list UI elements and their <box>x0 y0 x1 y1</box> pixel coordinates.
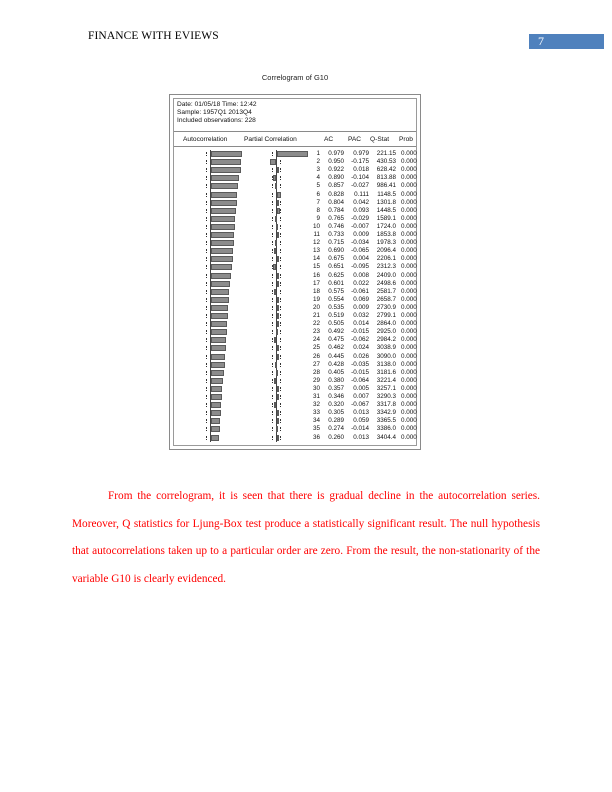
lag-value: 35 <box>312 425 320 433</box>
prob-value: 0.000 <box>401 417 417 425</box>
pac-value: 0.111 <box>354 190 369 198</box>
pac-value: -0.067 <box>351 401 369 409</box>
header-prob: Prob <box>399 136 413 143</box>
prob-value: 0.000 <box>401 312 417 319</box>
pac-value: -0.034 <box>351 239 369 247</box>
lag-value: 27 <box>312 360 320 368</box>
prob-value: 0.000 <box>401 214 417 222</box>
table-row <box>174 377 418 385</box>
pac-value: -0.015 <box>351 328 369 336</box>
table-row <box>174 336 418 344</box>
prob-value: 0.000 <box>401 376 417 384</box>
table-row <box>174 353 418 361</box>
table-row <box>174 369 418 377</box>
qstat-value: 2409.0 <box>376 271 396 279</box>
lag-value: 32 <box>312 401 320 409</box>
qstat-value: 3365.5 <box>376 417 396 425</box>
lag-value: 28 <box>312 368 320 376</box>
prob-value: 0.000 <box>401 255 417 263</box>
table-row <box>174 320 418 328</box>
lag-value: 30 <box>312 384 320 392</box>
table-row <box>174 361 418 369</box>
qstat-value: 2984.2 <box>376 336 396 344</box>
qstat-value: 1589.1 <box>376 214 396 222</box>
page-number: 7 <box>529 34 604 49</box>
table-row <box>174 239 418 247</box>
pac-value: 0.069 <box>353 295 369 303</box>
prob-value: 0.000 <box>401 303 417 311</box>
qstat-value: 3257.1 <box>376 384 396 392</box>
lag-value: 18 <box>312 287 320 295</box>
qstat-value: 2658.7 <box>376 295 396 303</box>
ac-value: 0.445 <box>328 352 344 360</box>
ac-value: 0.274 <box>328 425 344 433</box>
pac-value: 0.022 <box>353 279 369 287</box>
date-line: Date: 01/05/18 Time: 12:42 <box>177 101 257 108</box>
ac-value: 0.690 <box>328 247 344 255</box>
qstat-value: 3221.4 <box>376 376 396 384</box>
ac-value: 0.554 <box>328 295 344 303</box>
prob-value: 0.000 <box>401 320 417 328</box>
header-partial-correlation: Partial Correlation <box>244 136 297 143</box>
body-paragraph: From the correlogram, it is seen that there is gradual decline in the autocorrelation series. Moreover, Q statistics for Ljung-Box test produce a statistically significant result. The null hypothesis that autocorrelations taken up to a particular order are zero. From the result, the non-stationarity of the variable G10 is clearly evidenced. <box>72 490 540 585</box>
lag-value: 16 <box>312 271 320 279</box>
prob-value: 0.000 <box>401 368 417 376</box>
pac-value: 0.005 <box>353 384 369 392</box>
table-row <box>174 296 418 304</box>
ac-value: 0.357 <box>328 384 344 392</box>
table-row <box>174 401 418 409</box>
correlogram-frame <box>173 98 417 446</box>
table-row <box>174 328 418 336</box>
lag-value: 31 <box>312 393 320 400</box>
ac-value: 0.320 <box>328 401 344 409</box>
qstat-value: 1724.0 <box>376 222 396 230</box>
lag-value: 19 <box>312 295 320 303</box>
table-row <box>174 215 418 223</box>
table-row <box>174 191 418 199</box>
pac-value: 0.009 <box>353 303 369 311</box>
prob-value: 0.000 <box>401 287 417 295</box>
pac-value: 0.979 <box>353 150 369 157</box>
lag-value: 8 <box>316 206 320 214</box>
lag-value: 22 <box>312 320 320 328</box>
qstat-value: 3404.4 <box>376 433 396 441</box>
pac-value: 0.059 <box>353 417 369 425</box>
prob-value: 0.000 <box>401 409 417 417</box>
lag-value: 17 <box>312 279 320 287</box>
pac-value: -0.035 <box>351 360 369 368</box>
table-row <box>174 344 418 352</box>
pac-value: -0.064 <box>351 376 369 384</box>
prob-value: 0.000 <box>401 182 417 190</box>
lag-value: 25 <box>312 344 320 352</box>
pac-value: 0.008 <box>353 271 369 279</box>
header-ac: AC <box>324 136 334 143</box>
qstat-value: 3181.6 <box>376 368 396 376</box>
qstat-value: 430.53 <box>376 158 396 166</box>
prob-value: 0.000 <box>401 190 417 198</box>
pac-value: -0.065 <box>351 247 369 255</box>
prob-value: 0.000 <box>401 295 417 303</box>
prob-value: 0.000 <box>401 222 417 230</box>
prob-value: 0.000 <box>401 206 417 214</box>
prob-value: 0.000 <box>401 158 417 166</box>
ac-value: 0.979 <box>328 150 344 157</box>
lag-value: 13 <box>312 247 320 255</box>
prob-value: 0.000 <box>401 360 417 368</box>
ac-value: 0.475 <box>328 336 344 344</box>
lag-value: 36 <box>312 433 320 441</box>
qstat-value: 986.41 <box>376 182 396 190</box>
qstat-value: 628.42 <box>376 166 396 174</box>
table-row <box>174 304 418 312</box>
lag-value: 11 <box>313 231 320 238</box>
pac-value: 0.007 <box>353 393 369 400</box>
pac-value: -0.104 <box>351 174 369 182</box>
qstat-value: 2864.0 <box>376 320 396 328</box>
lag-value: 26 <box>312 352 320 360</box>
ac-value: 0.405 <box>328 368 344 376</box>
table-row <box>174 182 418 190</box>
ac-value: 0.346 <box>328 393 344 400</box>
ac-value: 0.804 <box>328 198 344 206</box>
lag-value: 29 <box>312 376 320 384</box>
table-row <box>174 255 418 263</box>
lag-value: 34 <box>312 417 320 425</box>
ac-value: 0.922 <box>328 166 344 174</box>
qstat-value: 3317.8 <box>376 401 396 409</box>
ac-value: 0.462 <box>328 344 344 352</box>
table-row <box>174 385 418 393</box>
pac-value: -0.015 <box>351 368 369 376</box>
separator <box>174 146 416 147</box>
prob-value: 0.000 <box>401 174 417 182</box>
observations-line: Included observations: 228 <box>177 117 256 124</box>
pac-value: 0.013 <box>353 409 369 417</box>
pac-value: -0.029 <box>351 214 369 222</box>
table-row <box>174 231 418 239</box>
ac-value: 0.733 <box>328 231 344 238</box>
ac-value: 0.857 <box>328 182 344 190</box>
table-row <box>174 174 418 182</box>
prob-value: 0.000 <box>401 150 417 157</box>
correlogram-body <box>174 150 418 444</box>
lag-value: 20 <box>312 303 320 311</box>
pac-value: 0.009 <box>353 231 369 238</box>
pac-value: -0.175 <box>351 158 369 166</box>
table-row <box>174 223 418 231</box>
header-pac: PAC <box>348 136 362 143</box>
ac-value: 0.289 <box>328 417 344 425</box>
prob-value: 0.000 <box>401 271 417 279</box>
qstat-value: 3090.0 <box>376 352 396 360</box>
prob-value: 0.000 <box>401 231 417 238</box>
qstat-value: 1448.5 <box>376 206 396 214</box>
lag-value: 3 <box>316 166 320 174</box>
pac-value: -0.027 <box>351 182 369 190</box>
prob-value: 0.000 <box>401 344 417 352</box>
qstat-value: 3138.0 <box>376 360 396 368</box>
qstat-value: 3290.3 <box>376 393 396 400</box>
qstat-value: 1301.8 <box>376 198 396 206</box>
prob-value: 0.000 <box>401 166 417 174</box>
running-header: FINANCE WITH EVIEWS <box>88 30 219 42</box>
figure-title: Correlogram of G10 <box>261 73 329 82</box>
lag-value: 9 <box>316 214 320 222</box>
pac-value: -0.007 <box>351 222 369 230</box>
qstat-value: 221.15 <box>376 150 396 157</box>
ac-value: 0.601 <box>328 279 344 287</box>
prob-value: 0.000 <box>401 247 417 255</box>
prob-value: 0.000 <box>401 433 417 441</box>
qstat-value: 2799.1 <box>376 312 396 319</box>
lag-value: 14 <box>312 255 320 263</box>
ac-value: 0.260 <box>328 433 344 441</box>
pac-value: 0.013 <box>353 433 369 441</box>
lag-value: 5 <box>316 182 320 190</box>
prob-value: 0.000 <box>401 279 417 287</box>
pac-value: 0.024 <box>353 344 369 352</box>
table-row <box>174 158 418 166</box>
lag-value: 2 <box>316 158 320 166</box>
correlogram-figure <box>169 94 421 450</box>
ac-value: 0.380 <box>328 376 344 384</box>
prob-value: 0.000 <box>401 352 417 360</box>
qstat-value: 1853.8 <box>376 231 396 238</box>
lag-value: 12 <box>312 239 320 247</box>
table-row <box>174 409 418 417</box>
ac-value: 0.784 <box>328 206 344 214</box>
table-row <box>174 247 418 255</box>
ac-value: 0.950 <box>328 158 344 166</box>
prob-value: 0.000 <box>401 263 417 271</box>
ac-value: 0.746 <box>328 222 344 230</box>
pac-value: 0.018 <box>353 166 369 174</box>
table-row <box>174 199 418 207</box>
prob-value: 0.000 <box>401 401 417 409</box>
qstat-value: 2925.0 <box>376 328 396 336</box>
qstat-value: 2312.3 <box>376 263 396 271</box>
pac-value: 0.093 <box>353 206 369 214</box>
table-row <box>174 272 418 280</box>
table-row <box>174 288 418 296</box>
qstat-value: 3386.0 <box>376 425 396 433</box>
pac-value: 0.026 <box>353 352 369 360</box>
ac-value: 0.651 <box>328 263 344 271</box>
qstat-value: 3038.9 <box>376 344 396 352</box>
lag-value: 10 <box>312 222 320 230</box>
pac-value: 0.042 <box>353 198 369 206</box>
lag-value: 24 <box>312 336 320 344</box>
qstat-value: 813.88 <box>376 174 396 182</box>
lag-value: 6 <box>316 190 320 198</box>
ac-value: 0.505 <box>328 320 344 328</box>
ac-value: 0.305 <box>328 409 344 417</box>
qstat-value: 3342.9 <box>376 409 396 417</box>
separator <box>174 131 416 132</box>
lag-value: 15 <box>312 263 320 271</box>
lag-value: 21 <box>312 312 320 319</box>
prob-value: 0.000 <box>401 239 417 247</box>
prob-value: 0.000 <box>401 198 417 206</box>
ac-value: 0.828 <box>328 190 344 198</box>
ac-value: 0.519 <box>328 312 344 319</box>
table-row <box>174 280 418 288</box>
qstat-value: 2498.6 <box>376 279 396 287</box>
ac-value: 0.715 <box>328 239 344 247</box>
table-row <box>174 150 418 158</box>
ac-value: 0.492 <box>328 328 344 336</box>
pac-value: -0.014 <box>351 425 369 433</box>
qstat-value: 2206.1 <box>376 255 396 263</box>
prob-value: 0.000 <box>401 328 417 336</box>
pac-value: 0.014 <box>353 320 369 328</box>
lag-value: 23 <box>312 328 320 336</box>
qstat-value: 1978.3 <box>376 239 396 247</box>
header-autocorrelation: Autocorrelation <box>183 136 228 143</box>
pac-value: 0.032 <box>353 312 369 319</box>
prob-value: 0.000 <box>401 384 417 392</box>
table-row <box>174 393 418 401</box>
ac-value: 0.675 <box>328 255 344 263</box>
ac-value: 0.428 <box>328 360 344 368</box>
ac-value: 0.890 <box>328 174 344 182</box>
table-row <box>174 166 418 174</box>
header-qstat: Q-Stat <box>370 136 390 143</box>
prob-value: 0.000 <box>401 393 417 400</box>
lag-value: 1 <box>316 150 320 157</box>
ac-value: 0.575 <box>328 287 344 295</box>
info-block <box>177 101 257 125</box>
pac-value: 0.004 <box>353 255 369 263</box>
pac-value: -0.095 <box>351 263 369 271</box>
qstat-value: 1148.5 <box>377 190 396 198</box>
ac-value: 0.535 <box>328 303 344 311</box>
pac-value: -0.061 <box>351 287 369 295</box>
table-row <box>174 263 418 271</box>
lag-value: 4 <box>316 174 320 182</box>
table-row <box>174 425 418 433</box>
qstat-value: 2581.7 <box>376 287 396 295</box>
ac-value: 0.765 <box>328 214 344 222</box>
qstat-value: 2730.9 <box>376 303 396 311</box>
qstat-value: 2096.4 <box>376 247 396 255</box>
pac-value: -0.062 <box>351 336 369 344</box>
sample-line: Sample: 1957Q1 2013Q4 <box>177 109 252 116</box>
table-row <box>174 207 418 215</box>
lag-value: 7 <box>316 198 320 206</box>
prob-value: 0.000 <box>401 425 417 433</box>
table-row <box>174 312 418 320</box>
ac-value: 0.625 <box>328 271 344 279</box>
table-row <box>174 434 418 442</box>
lag-value: 33 <box>312 409 320 417</box>
prob-value: 0.000 <box>401 336 417 344</box>
table-row <box>174 417 418 425</box>
